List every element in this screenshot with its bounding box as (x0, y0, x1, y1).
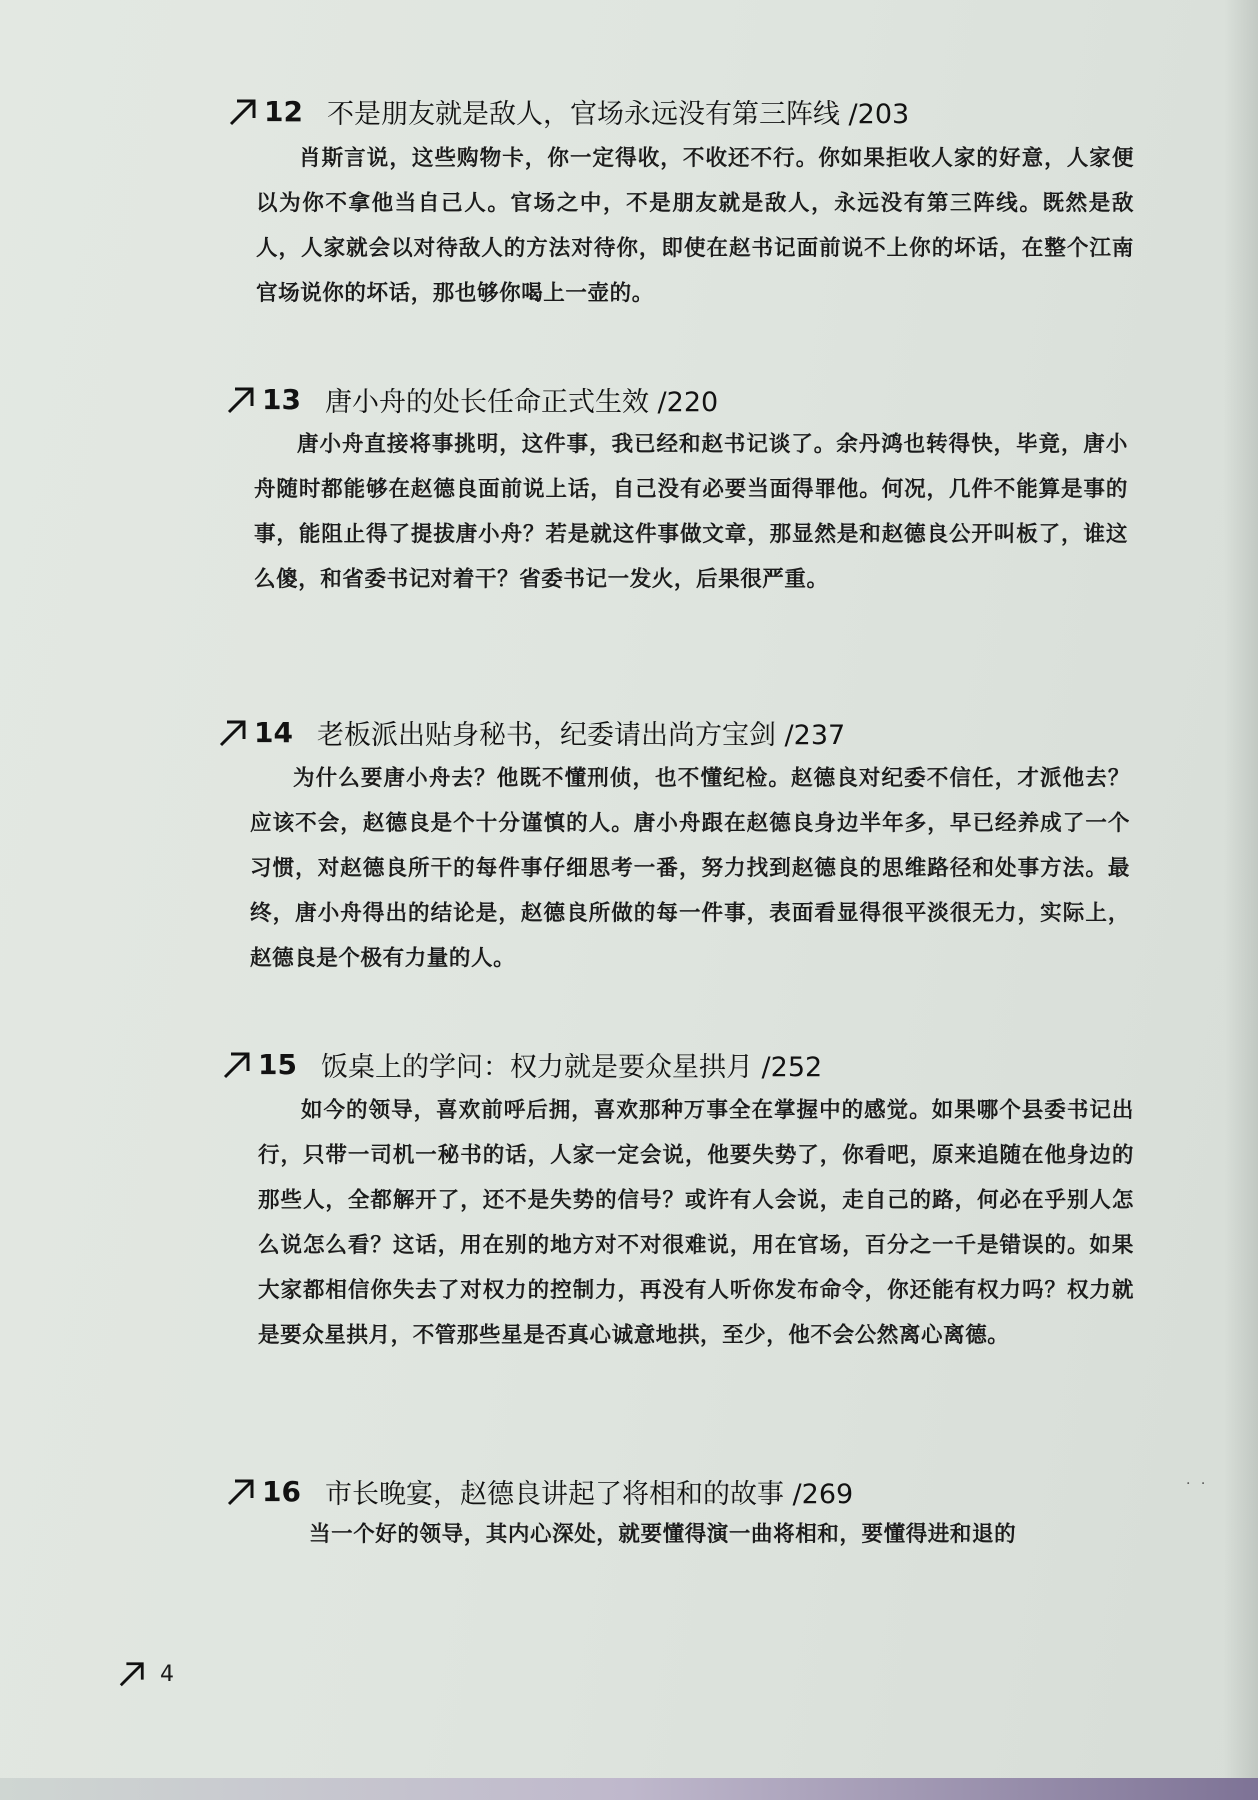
arrow-up-right-icon (226, 1477, 256, 1507)
section-excerpt: 唐小舟直接将事挑明，这件事，我已经和赵书记谈了。余丹鸿也转得快，毕竟，唐小舟随时都能够在赵德良面前说上话，自己没有必要当面得罪他。何况，几件不能算是事的事，能阻止得了提拔唐小舟？若是就这件事做文章，那显然是和赵德良公开叫板了，谁这么傻，和省委书记对着干？省委书记一发火，后果很严重。 (254, 432, 1128, 592)
section-heading (218, 713, 845, 752)
section-title: 市长晚宴，赵德良讲起了将相和的故事 /269 (324, 1479, 854, 1510)
section-heading (226, 380, 718, 419)
scan-artifact: · · (1186, 1476, 1209, 1492)
section-excerpt: 当一个好的领导，其内心深处，就要懂得演一曲将相和，要懂得进和退的 (309, 1522, 1017, 1547)
page-footer (118, 1660, 174, 1688)
arrow-up-right-icon (226, 385, 256, 415)
section-heading (226, 1472, 853, 1511)
section-title: 唐小舟的处长任命正式生效 /220 (324, 387, 719, 418)
section-number: 12 (264, 95, 303, 128)
section-heading (228, 92, 909, 131)
section-title: 不是朋友就是敌人，官场永远没有第三阵线 /203 (326, 99, 910, 130)
section-excerpt: 肖斯言说，这些购物卡，你一定得收，不收还不行。你如果拒收人家的好意，人家便以为你不拿他当自己人。官场之中，不是朋友就是敌人，永远没有第三阵线。既然是敌人，人家就会以对待敌人的方法对待你，即使在赵书记面前说不上你的坏话，在整个江南官场说你的坏话，那也够你喝上一壶的。 (256, 146, 1134, 306)
arrow-up-right-icon (222, 1050, 252, 1080)
page-number: 4 (160, 1661, 174, 1687)
section-title: 老板派出贴身秘书，纪委请出尚方宝剑 /237 (316, 720, 846, 751)
section-number: 15 (258, 1048, 297, 1081)
section-excerpt: 如今的领导，喜欢前呼后拥，喜欢那种万事全在掌握中的感觉。如果哪个县委书记出行，只带一司机一秘书的话，人家一定会说，他要失势了，你看吧，原来追随在他身边的那些人，全都解开了，还不是失势的信号？或许有人会说，走自己的路，何必在乎别人怎么说怎么看？这话，用在别的地方对不对很难说，用在官场，百分之一千是错误的。如果大家都相信你失去了对权力的控制力，再没有人听你发布命令，你还能有权力吗？权力就是要众星拱月，不管那些星是否真心诚意地拱，至少，他不会公然离心离德。 (258, 1098, 1134, 1348)
arrow-up-right-icon (228, 97, 258, 127)
page-edge-shadow (1224, 0, 1258, 1800)
section-heading (222, 1045, 822, 1084)
section-number: 14 (254, 716, 293, 749)
arrow-up-right-icon (118, 1660, 146, 1688)
section-title: 饭桌上的学问：权力就是要众星拱月 /252 (320, 1052, 823, 1083)
section-number: 16 (262, 1475, 301, 1508)
scan-bottom-edge (0, 1778, 1258, 1800)
arrow-up-right-icon (218, 718, 248, 748)
section-excerpt: 为什么要唐小舟去？他既不懂刑侦，也不懂纪检。赵德良对纪委不信任，才派他去？应该不会，赵德良是个十分谨慎的人。唐小舟跟在赵德良身边半年多，早已经养成了一个习惯，对赵德良所干的每件事仔细思考一番，努力找到赵德良的思维路径和处事方法。最终，唐小舟得出的结论是，赵德良所做的每一件事，表面看显得很平淡很无力，实际上，赵德良是个极有力量的人。 (250, 766, 1130, 971)
section-number: 13 (262, 383, 301, 416)
